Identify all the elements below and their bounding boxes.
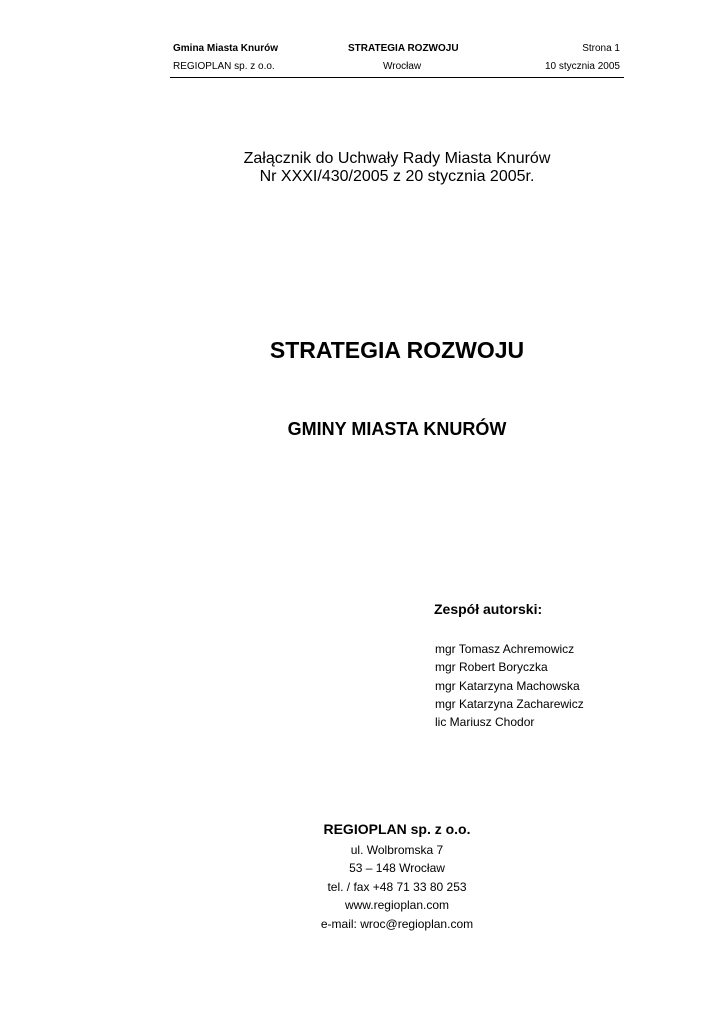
header-city: Wrocław xyxy=(383,61,422,72)
team-member: mgr Katarzyna Machowska xyxy=(435,678,580,693)
team-member: mgr Katarzyna Zacharewicz xyxy=(435,696,584,711)
header-date: 10 stycznia 2005 xyxy=(544,61,620,72)
header-divider xyxy=(170,77,624,78)
company-name: REGIOPLAN sp. z o.o. xyxy=(323,821,471,837)
annex-note xyxy=(0,150,724,186)
company-contact xyxy=(35,841,724,933)
page-subtitle: GMINY MIASTA KNURÓW xyxy=(287,419,507,439)
header-page-number: Strona 1 xyxy=(582,43,620,54)
company-website: www.regioplan.com xyxy=(344,898,450,913)
team-member: mgr Tomasz Achremowicz xyxy=(435,642,575,656)
team-member: mgr Robert Boryczka xyxy=(435,660,548,675)
company-phone: tel. / fax +48 71 33 80 253 xyxy=(327,879,467,894)
annex-line-1: Załącznik do Uchwały Rady Miasta Knurów xyxy=(243,150,551,167)
company-address-city: 53 – 148 Wrocław xyxy=(349,861,445,876)
page-title: STRATEGIA ROZWOJU xyxy=(269,337,525,363)
team-member: lic Mariusz Chodor xyxy=(435,715,535,730)
header-document-title: STRATEGIA ROZWOJU xyxy=(348,43,459,54)
header-municipality: Gmina Miasta Knurów xyxy=(173,43,279,54)
company-address-street: ul. Wolbromska 7 xyxy=(350,843,444,857)
team-heading: Zespół autorski: xyxy=(434,601,543,617)
header-company: REGIOPLAN sp. z o.o. xyxy=(173,61,275,72)
company-email: e-mail: wroc@regioplan.com xyxy=(320,916,474,931)
annex-line-2: Nr XXXI/430/2005 z 20 stycznia 2005r. xyxy=(259,168,535,185)
team-list xyxy=(435,640,584,731)
